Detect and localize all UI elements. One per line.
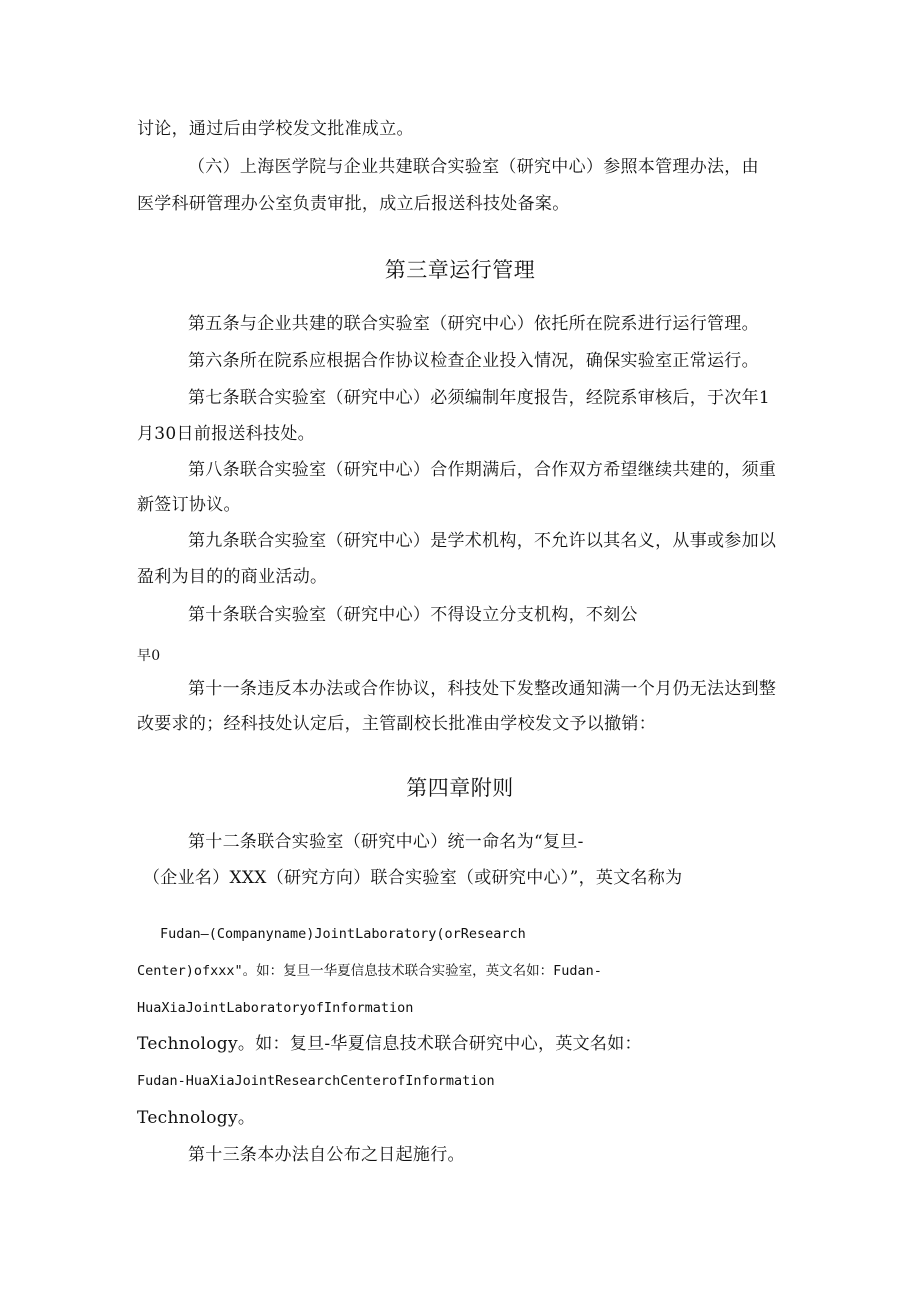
paragraph-line: 第八条联合实验室（研究中心）合作期满后，合作双方希望继续共建的，须重 [188,460,777,480]
paragraph-line: 第七条联合实验室（研究中心）必须编制年度报告，经院系审核后，于次年1 [188,388,771,408]
paragraph-line: Fudan—(Companyname)JointLaboratory(orResearch [160,926,526,942]
paragraph-line: 改要求的；经科技处认定后，主管副校长批准由学校发文予以撤销： [137,714,656,734]
paragraph-line: （六）上海医学院与企业共建联合实验室（研究中心）参照本管理办法，由 [188,157,759,177]
paragraph-line [137,959,602,982]
paragraph-line: 月30日前报送科技处。 [137,424,315,444]
paragraph-line: 第九条联合实验室（研究中心）是学术机构，不允许以其名义，从事或参加以 [188,531,777,551]
paragraph-line: 第十二条联合实验室（研究中心）统一命名为“复旦- [188,832,584,852]
paragraph-line: 第五条与企业共建的联合实验室（研究中心）依托所在院系进行运行管理。 [188,314,759,334]
paragraph-line: 第六条所在院系应根据合作协议检查企业投入情况，确保实验室正常运行。 [188,351,759,371]
paragraph-line: （企业名）XXX（研究方向）联合实验室（或研究中心）”，英文名称为 [143,868,683,888]
paragraph-line: HuaXiaJointLaboratoryofInformation [137,1000,414,1016]
paragraph-line: 盈利为目的的商业活动。 [137,567,328,587]
paragraph-line: 早0 [137,648,161,664]
paragraph-line: 讨论，通过后由学校发文批准成立。 [137,119,414,139]
chapter-title: 第四章附则 [406,776,514,800]
paragraph-line: Fudan-HuaXiaJointResearchCenterofInformation [137,1073,495,1089]
paragraph-line: 医学科研管理办公室负责审批，成立后报送科技处备案。 [137,194,570,214]
paragraph-line: Technology。 [137,1108,256,1128]
paragraph-line: 第十三条本办法自公布之日起施行。 [188,1145,465,1165]
paragraph-line: 第十条联合实验室（研究中心）不得设立分支机构，不刻公 [188,605,638,625]
paragraph-line: 第十一条违反本办法或合作协议，科技处下发整改通知满一个月仍无法达到整 [188,679,777,699]
paragraph-line: 新签订协议。 [137,495,241,515]
paragraph-line: Technology。如：复旦-华夏信息技术联合研究中心，英文名如： [137,1034,642,1054]
chapter-title: 第三章运行管理 [384,258,536,282]
english-name-fragment: Center)ofxxx"。如：复旦一华夏信息技术联合实验室，英文名如：Fudan- [137,963,602,979]
